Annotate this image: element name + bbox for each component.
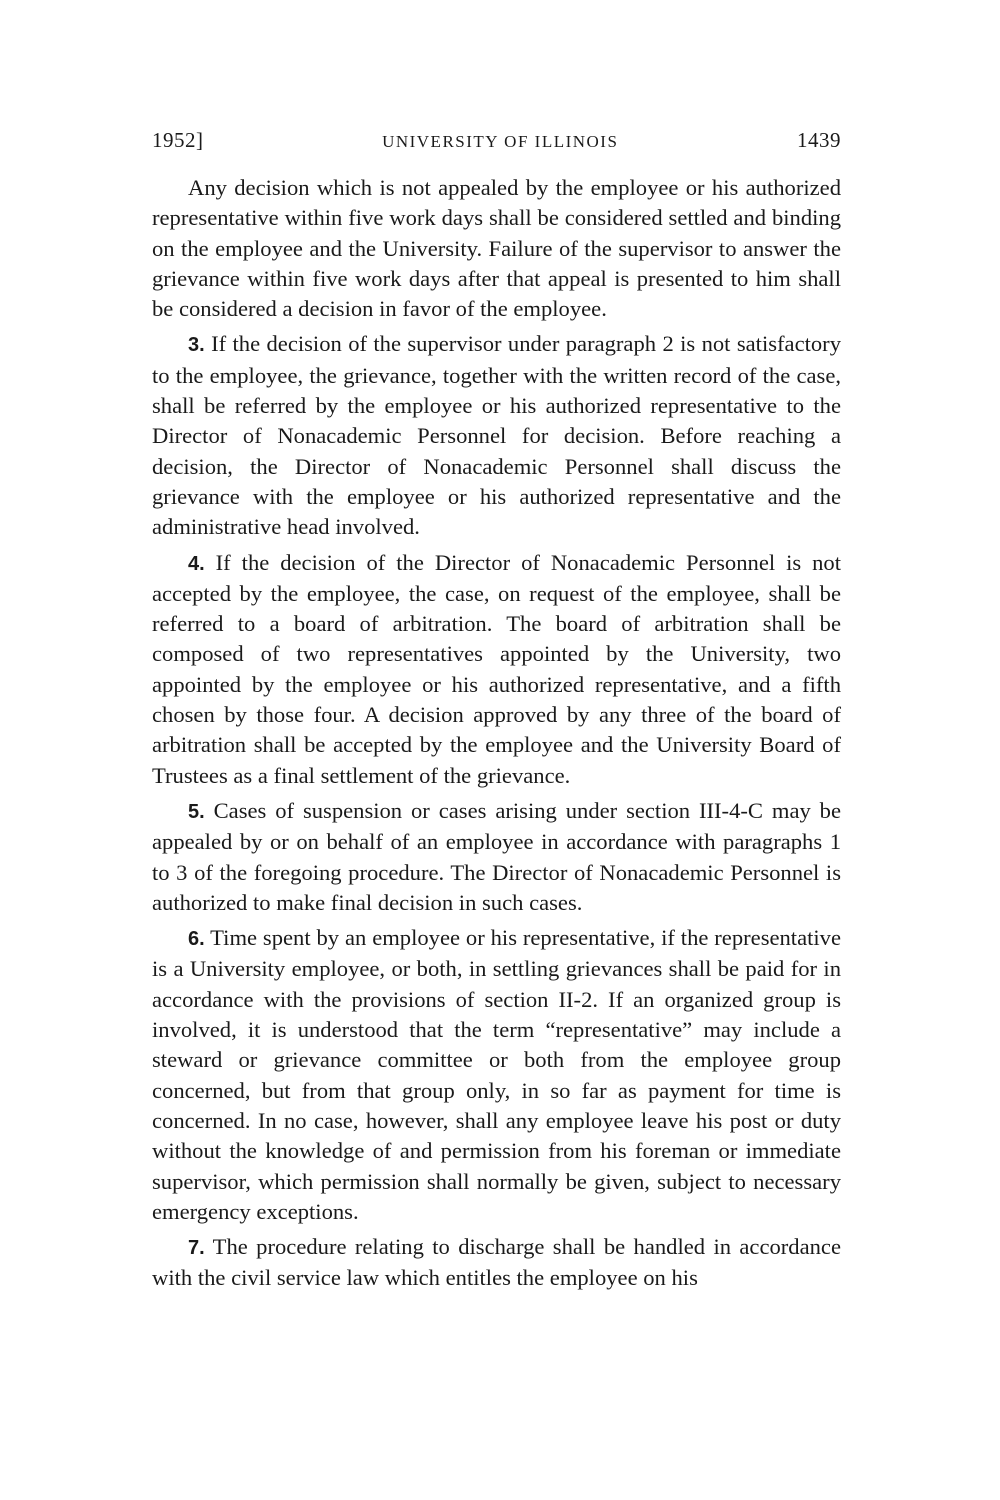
paragraph-text: Time spent by an employee or his representative, if the representative is a University employee, or both, in settling grievances shall be paid for in accordance with the provisions of section II-2. If an organized group is involved, it is understood that the term “representative” may include a steward or grievance committee or both from the employee group concerned, but from that group only, in so far as payment for time is concerned. In no case, however, shall any employee leave his post or duty without the knowledge of and permission from his foreman or immediate supervisor, which permission shall normally be given, subject to necessary emergency exceptions. — [152, 925, 841, 1224]
paragraph-text: Any decision which is not appealed by the employee or his authorized representative within five work days shall be considered settled and binding on the employee and the University. Failure of the supervisor to answer the grievance within five work days after that appeal is presented to him shall be considered a decision in favor of the employee. — [152, 175, 841, 322]
paragraph-6 — [152, 923, 841, 1227]
paragraph-continuation — [152, 173, 841, 324]
running-title: UNIVERSITY OF ILLINOIS — [382, 132, 619, 151]
paragraph-5 — [152, 796, 841, 918]
body-text — [152, 173, 841, 1294]
paragraph-4 — [152, 548, 841, 791]
paragraph-number: 7. — [188, 1237, 205, 1260]
paragraph-7 — [152, 1232, 841, 1294]
document-page — [152, 128, 841, 1294]
running-head — [152, 128, 841, 153]
paragraph-number: 4. — [188, 552, 205, 575]
paragraph-number: 6. — [188, 928, 205, 951]
paragraph-text: If the decision of the supervisor under paragraph 2 is not satisfactory to the employee, the grievance, together with the written record of the case, shall be referred by the employee or his authorized representative to the Director of Nonacademic Personnel for decision. Before reaching a decision, the Director of Nonacademic Personnel shall discuss the grievance with the employee or his authorized representative and the administrative head involved. — [152, 331, 841, 540]
paragraph-number: 3. — [188, 334, 205, 357]
paragraph-text: Cases of suspension or cases arising under section III-4-C may be appealed by or on behalf of an employee in accordance with paragraphs 1 to 3 of the foregoing procedure. The Director of Nonacademic Personnel is authorized to make final decision in such cases. — [152, 797, 841, 915]
paragraph-3 — [152, 329, 841, 542]
year-marker: 1952] — [152, 128, 204, 152]
paragraph-text: If the decision of the Director of Nonacademic Personnel is not accepted by the employee, the case, on request of the employee, shall be referred to a board of arbitration. The board of arbitration shall be composed of two representatives appointed by the University, two appointed by the employee or his authorized representative, and a fifth chosen by those four. A decision approved by any three of the board of arbitration shall be accepted by the employee and the University Board of Trustees as a final settlement of the grievance. — [152, 549, 841, 788]
page-number: 1439 — [796, 128, 841, 152]
paragraph-number: 5. — [188, 800, 205, 823]
paragraph-text: The procedure relating to discharge shall be handled in accordance with the civil service law which entitles the employee on his — [152, 1234, 841, 1291]
